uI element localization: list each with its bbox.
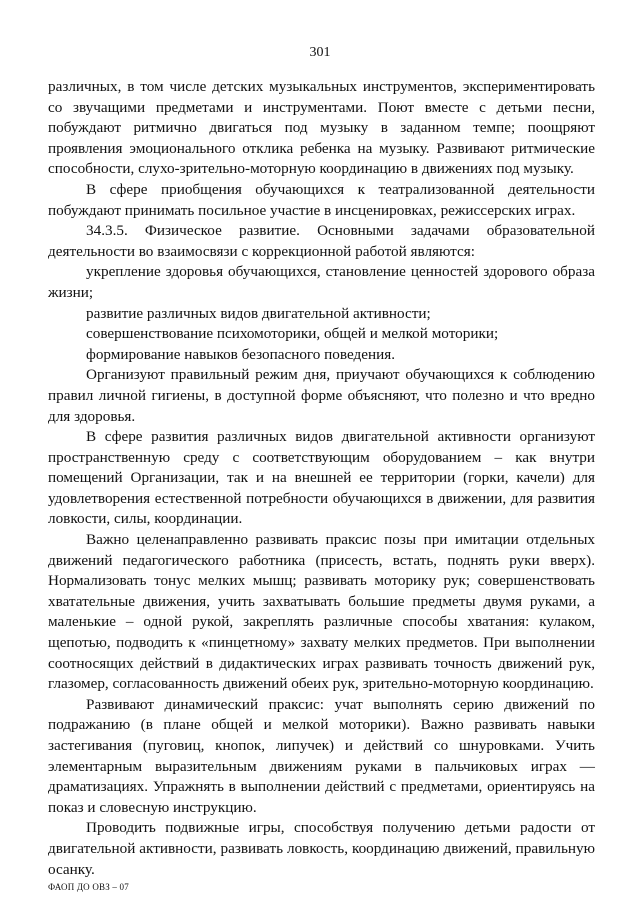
page-number: 301: [309, 45, 331, 60]
paragraph: В сфере развития различных видов двигательной активности организуют пространственную среду с соответствующим оборудованием – как внутри помещений Организации, так и на внешней ее территории (горки, качели) для удовлетворения естественной потребности обучающихся в движении, для развития ловкости, силы, координации.: [48, 428, 595, 528]
document-footer: ФАОП ДО ОВЗ – 07: [48, 882, 129, 892]
section-heading-paragraph: 34.3.5. Физическое развитие. Основными задачами образовательной деятельности во взаимосвязи с коррекционной работой являются:: [48, 222, 595, 260]
paragraph: Проводить подвижные игры, способствуя получению детьми радости от двигательной активности, развивать ловкость, координацию движений, правильную осанку.: [48, 819, 595, 878]
paragraph: Организуют правильный режим дня, приучают обучающихся к соблюдению правил личной гигиены, в доступной форме объясняют, что полезно и что вредно для здоровья.: [48, 366, 595, 425]
task-item: формирование навыков безопасного поведения.: [86, 345, 396, 363]
paragraph: В сфере приобщения обучающихся к театрализованной деятельности побуждают принимать посильное участие в инсценировках, режиссерских играх.: [48, 180, 595, 219]
paragraph: Важно целенаправленно развивать праксис позы при имитации отдельных движений педагогического работника (присесть, встать, поднять руки вверх). Нормализовать тонус мелких мышц; развивать моторику рук; совершенствовать хватательные движения, учить захватывать большие предметы двумя руками, а маленькие – одной рукой, закреплять различные способы хватания: кулаком, щепотью, подводить к «пинцетному» захвату мелких предметов. При выполнении соотносящих действий в дидактических играх развивать точность движений рук, глазомер, согласованность движений обеих рук, зрительно-моторную координацию.: [48, 531, 595, 693]
task-item: совершенствование психомоторики, общей и мелкой моторики;: [86, 325, 499, 343]
paragraph: Развивают динамический праксис: учат выполнять серию движений по подражанию (в плане общей и мелкой моторики). Важно развивать навыки застегивания (пуговиц, кнопок, липучек) и действий со шнуровками. Учить элементарным выразительным движениям руками в пальчиковых играх — драматизациях. Упражнять в выполнении действий с предметами, ориентируясь на показ и словесную инструкцию.: [48, 695, 595, 816]
body-text: [48, 77, 595, 880]
task-item: развитие различных видов двигательной активности;: [86, 304, 431, 322]
task-item: укрепление здоровья обучающихся, становление ценностей здорового образа жизни;: [48, 263, 595, 301]
paragraph: различных, в том числе детских музыкальных инструментов, экспериментировать со звучащими предметами и инструментами. Поют вместе с детьми песни, побуждают ритмично двигаться под музыку в заданном темпе; поощряют проявления эмоционального отклика ребенка на музыку. Развивают ритмические способности, слухо-зрительно-моторную координацию в движениях под музыку.: [48, 78, 595, 178]
